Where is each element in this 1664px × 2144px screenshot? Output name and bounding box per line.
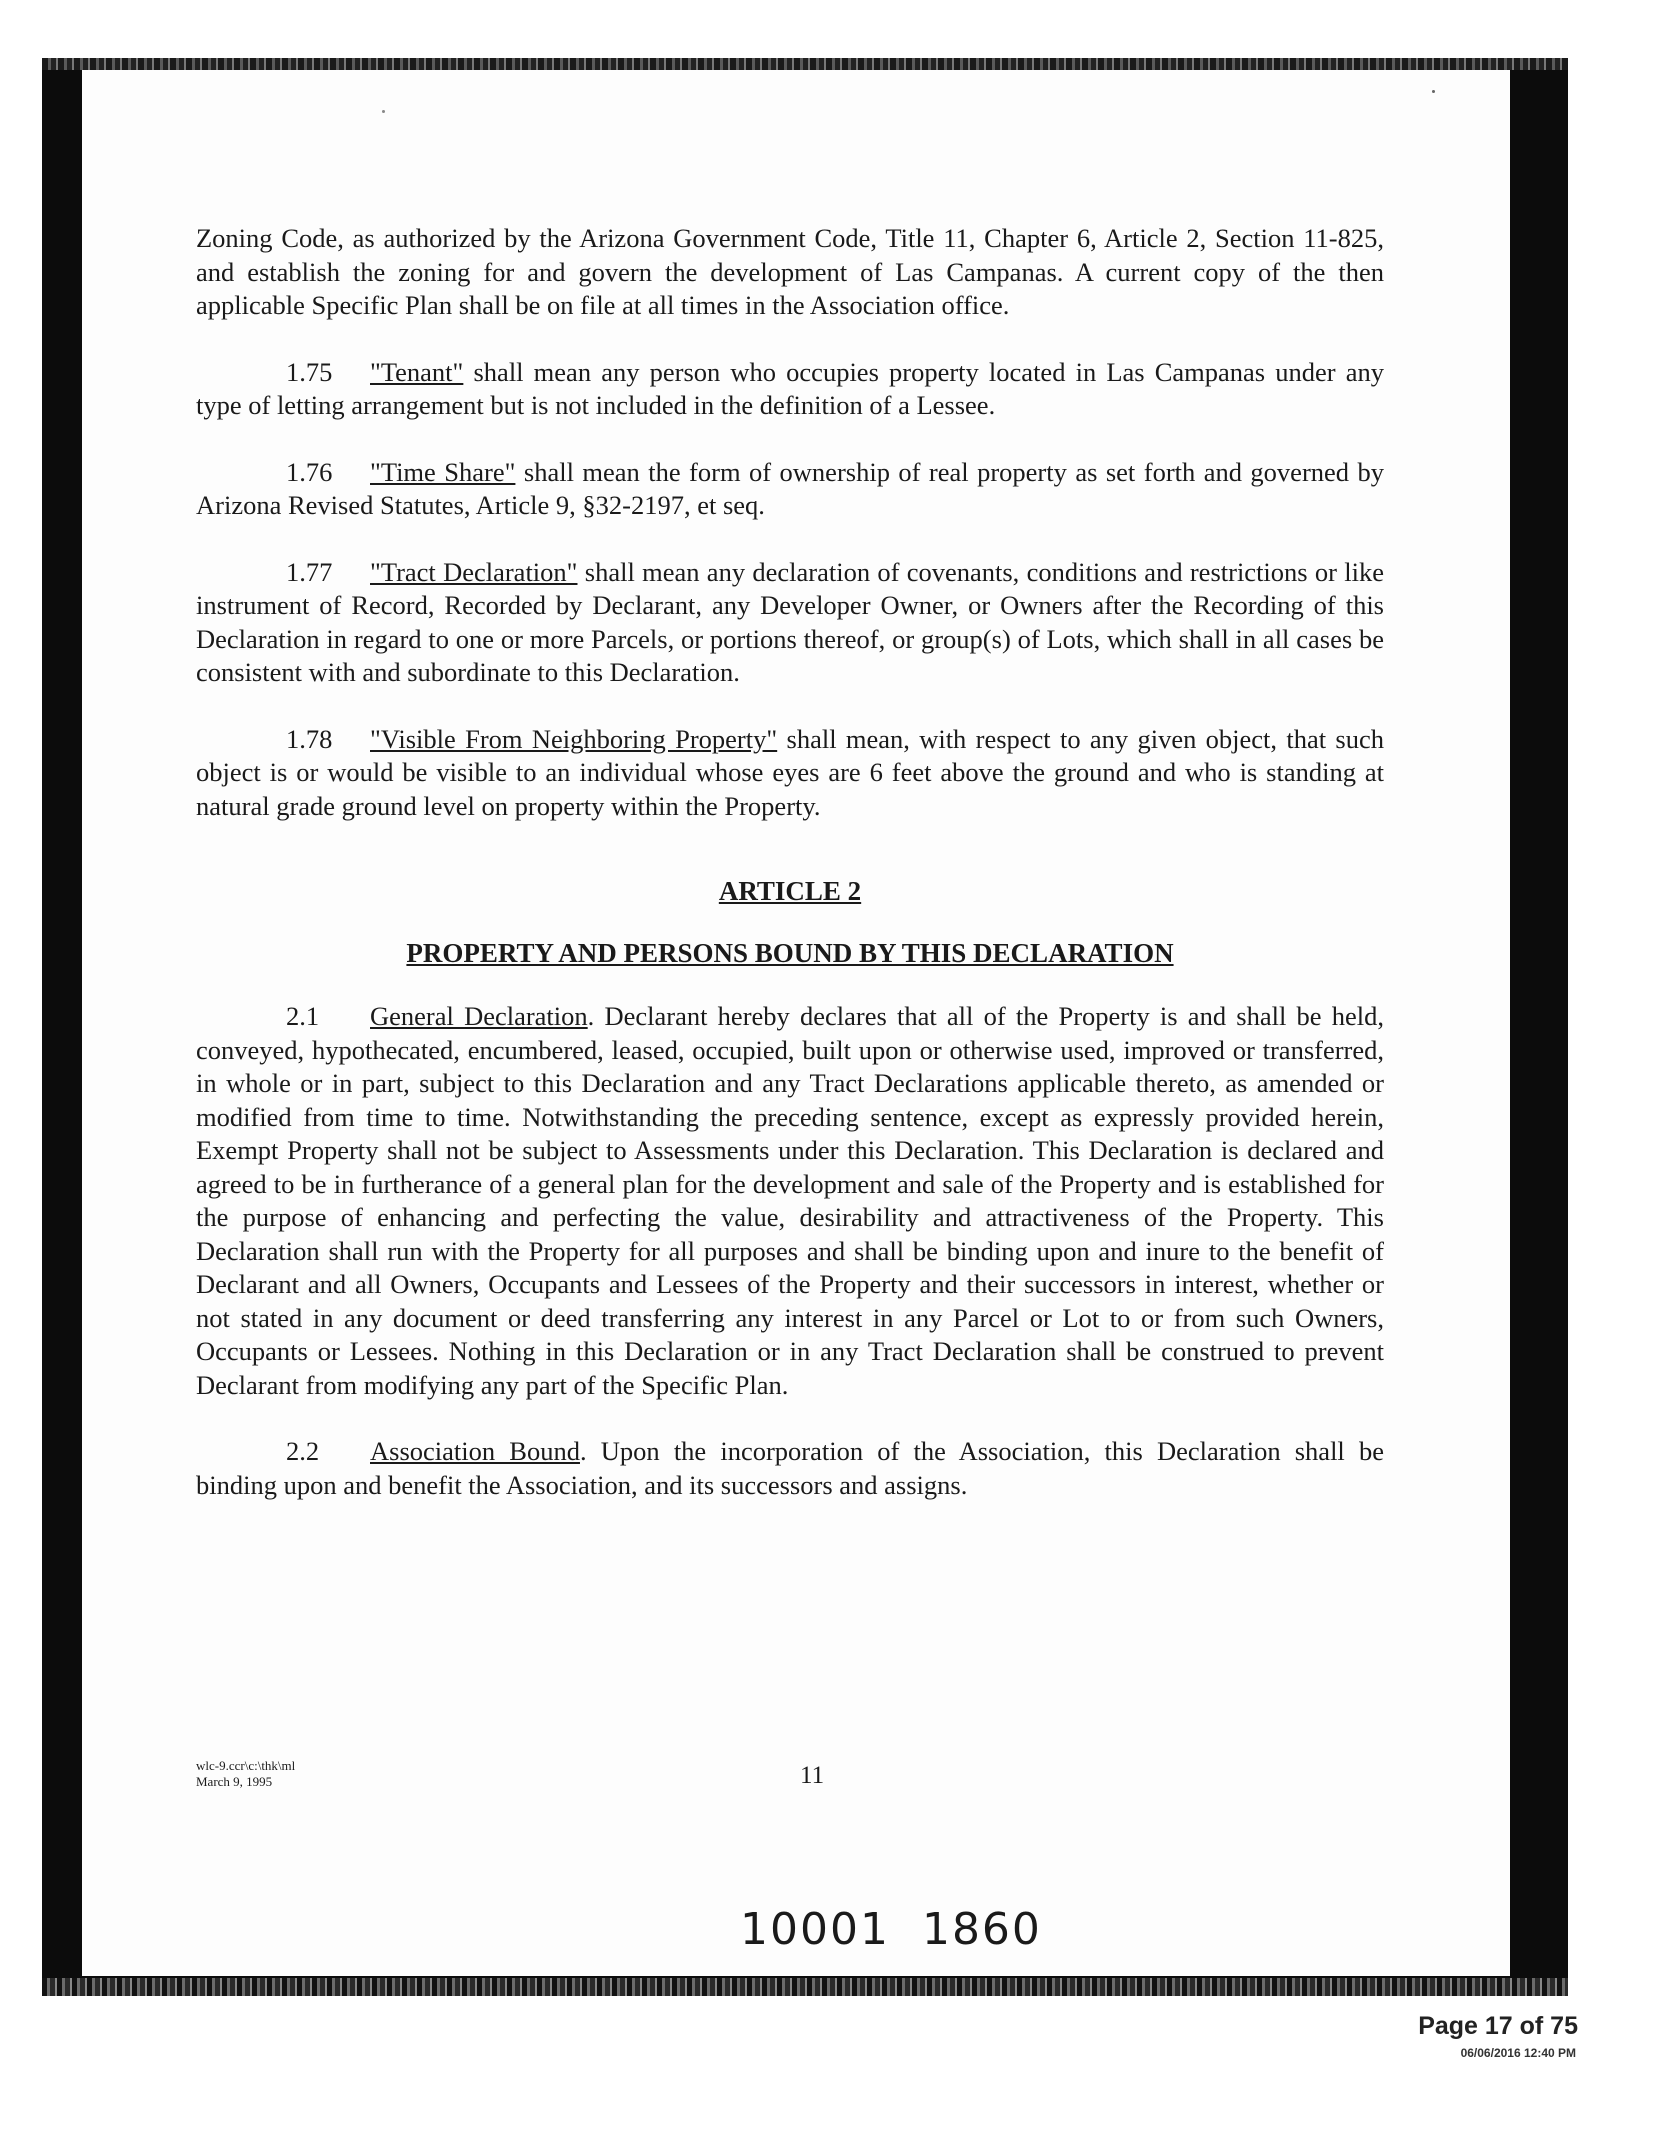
section-1-77: [196, 556, 1384, 690]
defined-term: "Time Share": [370, 456, 516, 487]
section-number: 1.75: [286, 356, 333, 387]
document-file-ref: wlc-9.ccr\c:\thk\ml: [196, 1758, 296, 1773]
scan-speck: [382, 110, 385, 113]
section-text: . Declarant hereby declares that all of the Property is and shall be held, conveyed, hypothecated, encumbered, leased, occupied, built upon or otherwise used, improved or transferred, in whole or in part, subject to this Declaration and any Tract Declarations applicable thereto, as amended or modified from time to time. Notwithstanding the preceding sentence, except as expressly provided herein, Exempt Property shall not be subject to Assessments under this Declaration. This Declaration is declared and agreed to be in furtherance of a general plan for the development and sale of the Property and is established for the purpose of enhancing and perfecting the value, desirability and attractiveness of the Property. This Declaration shall run with the Property for all purposes and shall be binding upon and inure to the benefit of Declarant and all Owners, Occupants and Lessees of the Property and their successors in interest, whether or not stated in any document or deed transferring any interest in any Parcel or Lot to or from such Owners, Occupants or Lessees. Nothing in this Declaration or in any Tract Declaration shall be construed to prevent Declarant from modifying any part of the Specific Plan.: [196, 1001, 1384, 1400]
section-text: shall mean any person who occupies property located in Las Campanas under any type of letting arrangement but is not included in the definition of a Lessee.: [196, 356, 1384, 420]
section-text: shall mean the form of ownership of real property as set forth and governed by Arizona Revised Statutes, Article 9, §32-2197, et seq.: [196, 456, 1384, 520]
article-title: PROPERTY AND PERSONS BOUND BY THIS DECLARATION: [406, 937, 1174, 968]
scan-top-edge: [42, 58, 1568, 70]
section-1-76: [196, 456, 1384, 523]
scan-bottom-edge: [42, 1978, 1568, 1996]
page-number: 11: [800, 1762, 825, 1789]
section-number: 1.77: [286, 556, 333, 587]
document-reference: [196, 1758, 295, 1790]
section-number: 1.76: [286, 456, 333, 487]
section-2-2: [196, 1435, 1384, 1502]
section-2-1: [196, 1000, 1384, 1402]
print-timestamp: 06/06/2016 12:40 PM: [1460, 2046, 1576, 2060]
paragraph-zoning-code: [196, 222, 1384, 323]
defined-term: "Tenant": [370, 356, 464, 387]
section-text: shall mean, with respect to any given object, that such object is or would be visible to an individual whose eyes are 6 feet above the ground and who is standing at natural grade ground level on property within the Property.: [196, 723, 1384, 821]
section-1-78: [196, 723, 1384, 824]
section-1-75: [196, 356, 1384, 423]
paragraph-text: Zoning Code, as authorized by the Arizona Government Code, Title 11, Chapter 6, Article 2, Section 11-825, and establish the zoning for and govern the development of Las Campanas. A current copy of the then applicable Specific Plan shall be on file at all times in the Association office.: [196, 223, 1384, 320]
document-date: March 9, 1995: [196, 1774, 273, 1789]
section-heading: General Declaration: [370, 1001, 588, 1031]
page-indicator: Page 17 of 75: [1418, 2012, 1578, 2040]
section-number: 2.1: [286, 1001, 320, 1031]
defined-term: "Visible From Neighboring Property": [370, 723, 778, 754]
recording-number: 10001 1860: [740, 1904, 1042, 1955]
section-text: shall mean any declaration of covenants, conditions and restrictions or like instrument of Record, Recorded by Declarant, any Developer Owner, or Owners after the Recording of this Declaration in regard to one or more Parcels, or portions thereof, or group(s) of Lots, which shall in all cases be consistent with and subordinate to this Declaration.: [196, 556, 1384, 687]
document-body: [196, 222, 1384, 1535]
section-number: 1.78: [286, 723, 333, 754]
article-heading: ARTICLE 2: [718, 876, 862, 906]
section-heading: Association Bound: [370, 1436, 580, 1466]
section-text: . Upon the incorporation of the Association, this Declaration shall be binding upon and benefit the Association, and its successors and assigns.: [196, 1436, 1384, 1500]
defined-term: "Tract Declaration": [370, 556, 578, 587]
section-number: 2.2: [286, 1436, 320, 1466]
scan-speck: [1432, 90, 1435, 93]
